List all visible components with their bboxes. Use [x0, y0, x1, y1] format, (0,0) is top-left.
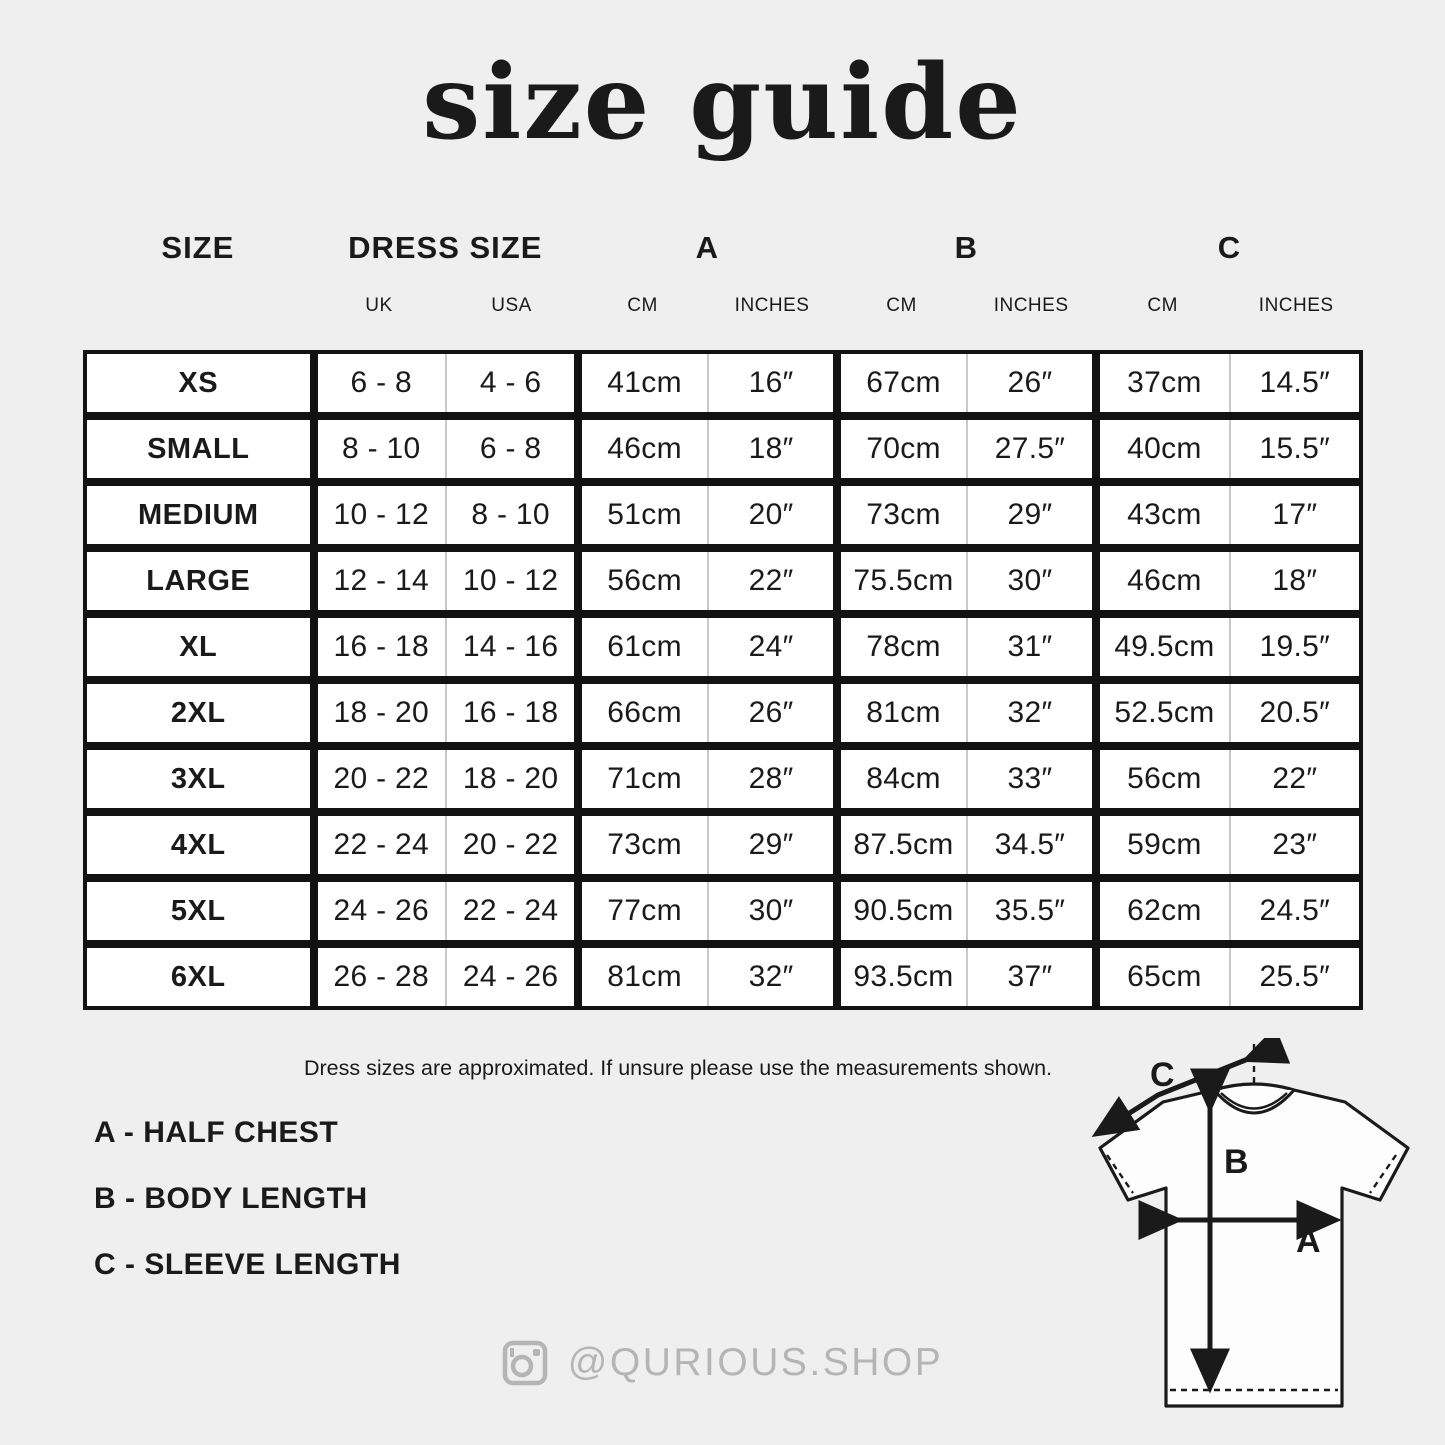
instagram-handle: @QURIOUS.SHOP [567, 1341, 944, 1384]
b-in-cell: 29″ [966, 486, 1092, 544]
b-in-cell: 31″ [966, 618, 1092, 676]
table-row [83, 746, 1363, 812]
table-row [83, 944, 1363, 1010]
row-block [83, 416, 314, 482]
row-block [1096, 878, 1363, 944]
row-block [83, 482, 314, 548]
a-in-cell: 24″ [707, 618, 833, 676]
row-block [314, 614, 579, 680]
row-block [314, 350, 579, 416]
uk-cell: 16 - 18 [333, 630, 429, 663]
size-cell: 6XL [170, 960, 226, 993]
row-block [83, 614, 314, 680]
size-cell: XS [178, 366, 219, 399]
header-c: C [1217, 230, 1242, 265]
a-in-cell: 16″ [707, 354, 833, 412]
row-block [578, 614, 837, 680]
diagram-label-c: C [1150, 1056, 1175, 1094]
page-title: size guide [422, 42, 1023, 163]
row-block [837, 746, 1096, 812]
size-table-body [83, 350, 1363, 1010]
row-block [314, 878, 579, 944]
table-row [83, 614, 1363, 680]
a-in-cell: 29″ [707, 816, 833, 874]
c-cm-cell: 37cm [1127, 366, 1202, 399]
c-in-cell: 15.5″ [1229, 420, 1359, 478]
b-in-cell: 35.5″ [966, 882, 1092, 940]
usa-cell: 18 - 20 [445, 750, 574, 808]
a-cm-cell: 46cm [607, 432, 682, 465]
c-in-cell: 23″ [1229, 816, 1359, 874]
uk-cell: 18 - 20 [333, 696, 429, 729]
row-block [83, 548, 314, 614]
c-in-cell: 20.5″ [1229, 684, 1359, 742]
table-row [83, 416, 1363, 482]
b-in-cell: 33″ [966, 750, 1092, 808]
b-cm-cell: 87.5cm [853, 828, 954, 861]
row-block [1096, 482, 1363, 548]
row-block [1096, 548, 1363, 614]
row-block [837, 812, 1096, 878]
c-cm-cell: 56cm [1127, 762, 1202, 795]
b-cm-cell: 73cm [866, 498, 941, 531]
a-cm-cell: 81cm [607, 960, 682, 993]
row-block [314, 746, 579, 812]
row-block [1096, 812, 1363, 878]
instagram-icon [502, 1340, 548, 1386]
row-block [1096, 944, 1363, 1010]
a-cm-cell: 41cm [607, 366, 682, 399]
row-block [578, 416, 837, 482]
b-cm-cell: 78cm [866, 630, 941, 663]
usa-cell: 8 - 10 [445, 486, 574, 544]
b-in-cell: 26″ [966, 354, 1092, 412]
size-table [83, 224, 1363, 1010]
b-cm-cell: 93.5cm [853, 960, 954, 993]
subheader-b-inches: INCHES [993, 295, 1069, 316]
table-row [83, 350, 1363, 416]
a-cm-cell: 61cm [607, 630, 682, 663]
row-block [83, 350, 314, 416]
a-cm-cell: 66cm [607, 696, 682, 729]
uk-cell: 24 - 26 [333, 894, 429, 927]
usa-cell: 6 - 8 [445, 420, 574, 478]
row-block [837, 680, 1096, 746]
size-cell: 3XL [170, 762, 226, 795]
size-cell: XL [179, 630, 218, 663]
b-in-cell: 37″ [966, 948, 1092, 1006]
a-cm-cell: 77cm [607, 894, 682, 927]
c-cm-cell: 59cm [1127, 828, 1202, 861]
legend-body-length: B - BODY LENGTH [94, 1182, 368, 1215]
row-block [578, 548, 837, 614]
uk-cell: 8 - 10 [341, 432, 421, 465]
c-in-cell: 22″ [1229, 750, 1359, 808]
measurement-legend [94, 1116, 401, 1314]
row-block [1096, 416, 1363, 482]
usa-cell: 10 - 12 [445, 552, 574, 610]
a-in-cell: 22″ [707, 552, 833, 610]
uk-cell: 20 - 22 [333, 762, 429, 795]
size-cell: 5XL [170, 894, 226, 927]
subheader-b [837, 295, 1096, 317]
size-cell: 4XL [170, 828, 226, 861]
tshirt-diagram [1058, 1038, 1445, 1445]
row-block [83, 812, 314, 878]
diagram-label-a: A [1296, 1222, 1321, 1260]
subheader-dress [313, 295, 578, 317]
usa-cell: 14 - 16 [445, 618, 574, 676]
subheader-a-cm: CM [627, 295, 658, 316]
c-in-cell: 24.5″ [1229, 882, 1359, 940]
c-cm-cell: 52.5cm [1114, 696, 1215, 729]
c-in-cell: 18″ [1229, 552, 1359, 610]
row-block [314, 416, 579, 482]
table-row [83, 812, 1363, 878]
dress-size-note: Dress sizes are approximated. If unsure please use the measurements shown. [303, 1056, 1053, 1080]
row-block [578, 878, 837, 944]
uk-cell: 10 - 12 [333, 498, 429, 531]
a-in-cell: 32″ [707, 948, 833, 1006]
table-row [83, 878, 1363, 944]
c-cm-cell: 46cm [1127, 564, 1202, 597]
row-block [314, 812, 579, 878]
row-block [837, 416, 1096, 482]
row-block [837, 482, 1096, 548]
row-block [578, 350, 837, 416]
uk-cell: 12 - 14 [333, 564, 429, 597]
table-subheader-row [83, 288, 1363, 324]
a-cm-cell: 73cm [607, 828, 682, 861]
diagram-label-b: B [1224, 1143, 1249, 1181]
a-cm-cell: 51cm [607, 498, 682, 531]
row-block [1096, 614, 1363, 680]
row-block [83, 878, 314, 944]
a-in-cell: 26″ [707, 684, 833, 742]
size-cell: LARGE [146, 564, 251, 597]
c-in-cell: 17″ [1229, 486, 1359, 544]
row-block [314, 944, 579, 1010]
c-cm-cell: 62cm [1127, 894, 1202, 927]
subheader-c [1096, 295, 1363, 317]
row-block [314, 482, 579, 548]
a-cm-cell: 56cm [607, 564, 682, 597]
row-block [1096, 746, 1363, 812]
a-in-cell: 20″ [707, 486, 833, 544]
b-cm-cell: 67cm [866, 366, 941, 399]
size-cell: 2XL [170, 696, 226, 729]
usa-cell: 22 - 24 [445, 882, 574, 940]
row-block [837, 878, 1096, 944]
subheader-c-cm: CM [1147, 295, 1178, 316]
b-cm-cell: 75.5cm [853, 564, 954, 597]
b-cm-cell: 84cm [866, 762, 941, 795]
row-block [578, 746, 837, 812]
c-in-cell: 14.5″ [1229, 354, 1359, 412]
table-row [83, 482, 1363, 548]
a-cm-cell: 71cm [607, 762, 682, 795]
subheader-a-inches: INCHES [734, 295, 810, 316]
usa-cell: 20 - 22 [445, 816, 574, 874]
b-in-cell: 34.5″ [966, 816, 1092, 874]
legend-half-chest: A - HALF CHEST [94, 1116, 339, 1149]
row-block [578, 812, 837, 878]
header-b: B [954, 230, 979, 265]
row-block [314, 548, 579, 614]
b-in-cell: 30″ [966, 552, 1092, 610]
usa-cell: 16 - 18 [445, 684, 574, 742]
subheader-usa: USA [491, 295, 532, 316]
b-in-cell: 32″ [966, 684, 1092, 742]
header-dress-size: DRESS SIZE [348, 230, 543, 265]
header-size: SIZE [161, 230, 235, 265]
row-block [83, 746, 314, 812]
subheader-b-cm: CM [886, 295, 917, 316]
row-block [1096, 680, 1363, 746]
c-cm-cell: 40cm [1127, 432, 1202, 465]
table-row [83, 680, 1363, 746]
usa-cell: 24 - 26 [445, 948, 574, 1006]
row-block [83, 944, 314, 1010]
b-cm-cell: 70cm [866, 432, 941, 465]
b-cm-cell: 90.5cm [853, 894, 954, 927]
b-cm-cell: 81cm [866, 696, 941, 729]
table-header-row [83, 224, 1363, 272]
row-block [1096, 350, 1363, 416]
size-cell: SMALL [147, 432, 250, 465]
row-block [578, 680, 837, 746]
uk-cell: 26 - 28 [333, 960, 429, 993]
b-in-cell: 27.5″ [966, 420, 1092, 478]
c-cm-cell: 65cm [1127, 960, 1202, 993]
row-block [837, 548, 1096, 614]
subheader-uk: UK [365, 295, 393, 316]
tshirt-outline [1100, 1084, 1408, 1406]
row-block [314, 680, 579, 746]
a-in-cell: 28″ [707, 750, 833, 808]
table-row [83, 548, 1363, 614]
row-block [83, 680, 314, 746]
legend-sleeve-length: C - SLEEVE LENGTH [94, 1248, 401, 1281]
row-block [578, 944, 837, 1010]
uk-cell: 6 - 8 [350, 366, 412, 399]
header-a: A [695, 230, 719, 265]
c-cm-cell: 49.5cm [1114, 630, 1215, 663]
c-cm-cell: 43cm [1127, 498, 1202, 531]
uk-cell: 22 - 24 [333, 828, 429, 861]
row-block [837, 350, 1096, 416]
row-block [837, 944, 1096, 1010]
a-in-cell: 30″ [707, 882, 833, 940]
row-block [837, 614, 1096, 680]
row-block [578, 482, 837, 548]
c-in-cell: 25.5″ [1229, 948, 1359, 1006]
usa-cell: 4 - 6 [445, 354, 574, 412]
size-cell: MEDIUM [137, 498, 259, 531]
subheader-c-inches: INCHES [1258, 295, 1334, 316]
subheader-a [578, 295, 837, 317]
c-in-cell: 19.5″ [1229, 618, 1359, 676]
a-in-cell: 18″ [707, 420, 833, 478]
